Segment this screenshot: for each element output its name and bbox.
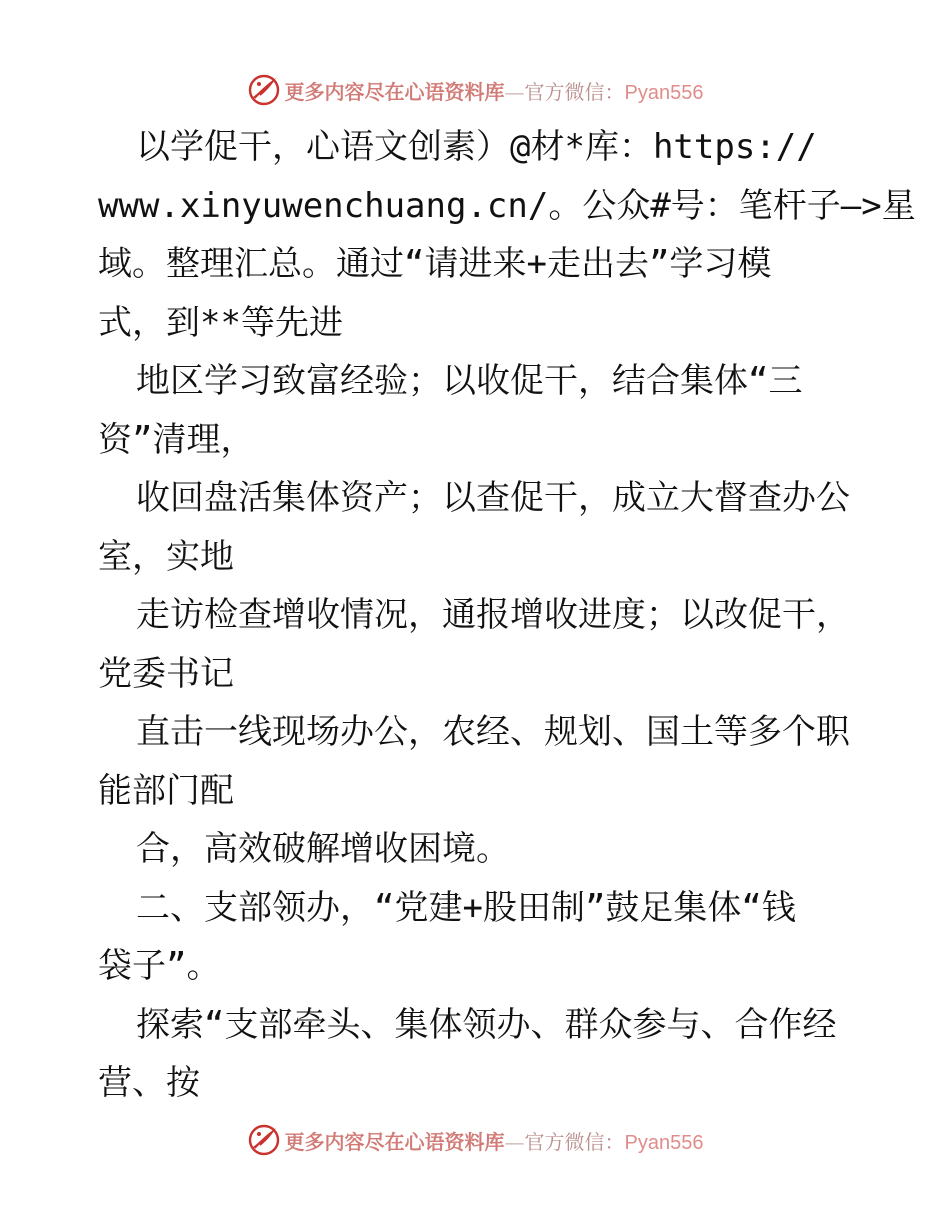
text-line: 探索“支部牵头、集体领办、群众参与、合作经 [136, 1004, 837, 1045]
header-dash: — [504, 79, 525, 104]
quill-pen-circle-icon [247, 1123, 281, 1157]
footer-brand: 更多内容尽在心语资料库 [284, 1129, 505, 1154]
header-banner-text [285, 76, 704, 105]
text-line: 资”清理， [98, 419, 255, 460]
text-line: 直击一线现场办公，农经、规划、国土等多个职 [136, 712, 850, 752]
footer-banner [0, 1120, 950, 1160]
text-line: 合，高效破解增收困境。 [136, 829, 510, 869]
header-banner [0, 70, 950, 110]
footer-banner-text [285, 1126, 704, 1155]
header-wechat-id: Pyan556 [624, 81, 704, 104]
footer-wechat-label: 官方微信： [524, 1129, 625, 1154]
footer-wechat-id: Pyan556 [624, 1131, 704, 1154]
footer-dash: — [504, 1129, 525, 1154]
text-line: 域。整理汇总。通过“请进来+走出去”学习模 [98, 244, 772, 284]
text-line: 能部门配 [98, 770, 234, 811]
text-line: 袋子”。 [98, 946, 221, 986]
quill-pen-circle-icon [247, 73, 281, 107]
text-line: 营、按 [98, 1063, 200, 1103]
text-line: 走访检查增收情况，通报增收进度；以改促干， [136, 595, 850, 635]
text-line: 以学促干，心语文创素）@材*库：https:// [136, 127, 817, 167]
text-line: 收回盘活集体资产；以查促干，成立大督查办公 [136, 478, 850, 518]
header-wechat-label: 官方微信： [524, 79, 625, 104]
text-line: 二、支部领办，“党建+股田制”鼓足集体“钱 [136, 887, 796, 928]
text-line: 地区学习致富经验；以收促干，结合集体“三 [136, 361, 803, 401]
body-text [98, 118, 916, 1113]
text-line: 式，到**等先进 [98, 302, 343, 343]
text-line: 党委书记 [98, 653, 234, 694]
header-brand: 更多内容尽在心语资料库 [284, 79, 505, 104]
text-line: 室，实地 [98, 536, 234, 577]
text-line: www.xinyuwenchuang.cn/。公众#号：笔杆子—>星 [98, 185, 916, 226]
